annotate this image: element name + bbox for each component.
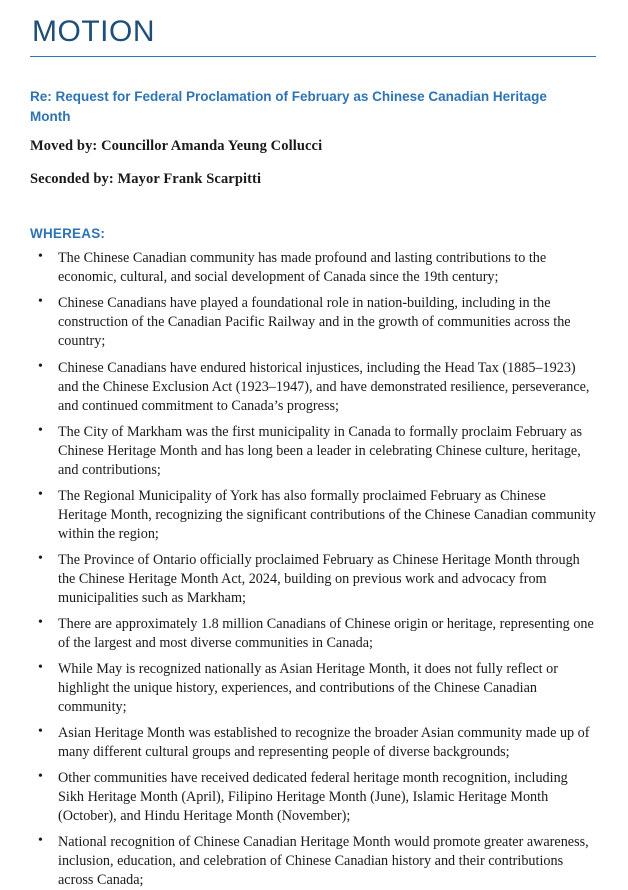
list-item: • Other communities have received dedicated federal heritage month recognition, including Sikh Heritage Month (April), Filipino Heritage Month (June), Islamic Heritage Month (October), and Hindu Heritage Month (November); [30, 769, 596, 826]
list-item: • The Regional Municipality of York has also formally proclaimed February as Chinese Heritage Month, recognizing the significant contributions of the Chinese Canadian community within the region; [30, 487, 596, 544]
title-divider [30, 56, 596, 57]
list-item: • Chinese Canadians have played a foundational role in nation-building, including in the construction of the Canadian Pacific Railway and in the growth of communities across the country; [30, 294, 596, 351]
list-item: • Asian Heritage Month was established to recognize the broader Asian community made up of many different cultural groups and representing people of diverse backgrounds; [30, 724, 596, 762]
whereas-clause-list [30, 249, 596, 890]
list-item: • The Chinese Canadian community has made profound and lasting contributions to the economic, cultural, and social development of Canada since the 19th century; [30, 249, 596, 287]
seconded-by-line: Seconded by: Mayor Frank Scarpitti [30, 171, 262, 188]
list-item: • There are approximately 1.8 million Canadians of Chinese origin or heritage, representing one of the largest and most diverse communities in Canada; [30, 615, 596, 653]
list-item: • While May is recognized nationally as Asian Heritage Month, it does not fully reflect or highlight the unique history, experiences, and contributions of the Chinese Canadian community; [30, 660, 596, 717]
list-item: • The City of Markham was the first municipality in Canada to formally proclaim February as Chinese Heritage Month and has long been a leader in celebrating Chinese culture, heritage, and contributions; [30, 423, 596, 480]
page-title: MOTION [32, 15, 155, 48]
list-item: • The Province of Ontario officially proclaimed February as Chinese Heritage Month through the Chinese Heritage Month Act, 2024, building on previous work and advocacy from municipalities such as Markham; [30, 551, 596, 608]
list-item: • Chinese Canadians have endured historical injustices, including the Head Tax (1885–1923) and the Chinese Exclusion Act (1923–1947), and have demonstrated resilience, perseverance, and continued commitment to Canada’s progress; [30, 359, 596, 416]
section-heading-whereas: WHEREAS: [30, 226, 106, 242]
list-item: • National recognition of Chinese Canadian Heritage Month would promote greater awareness, inclusion, education, and celebration of Chinese Canadian history and their contributions across Canada; [30, 833, 596, 890]
document-subject: Re: Request for Federal Proclamation of February as Chinese Canadian Heritage Month [30, 88, 547, 125]
moved-by-line: Moved by: Councillor Amanda Yeung Collucci [30, 138, 323, 155]
